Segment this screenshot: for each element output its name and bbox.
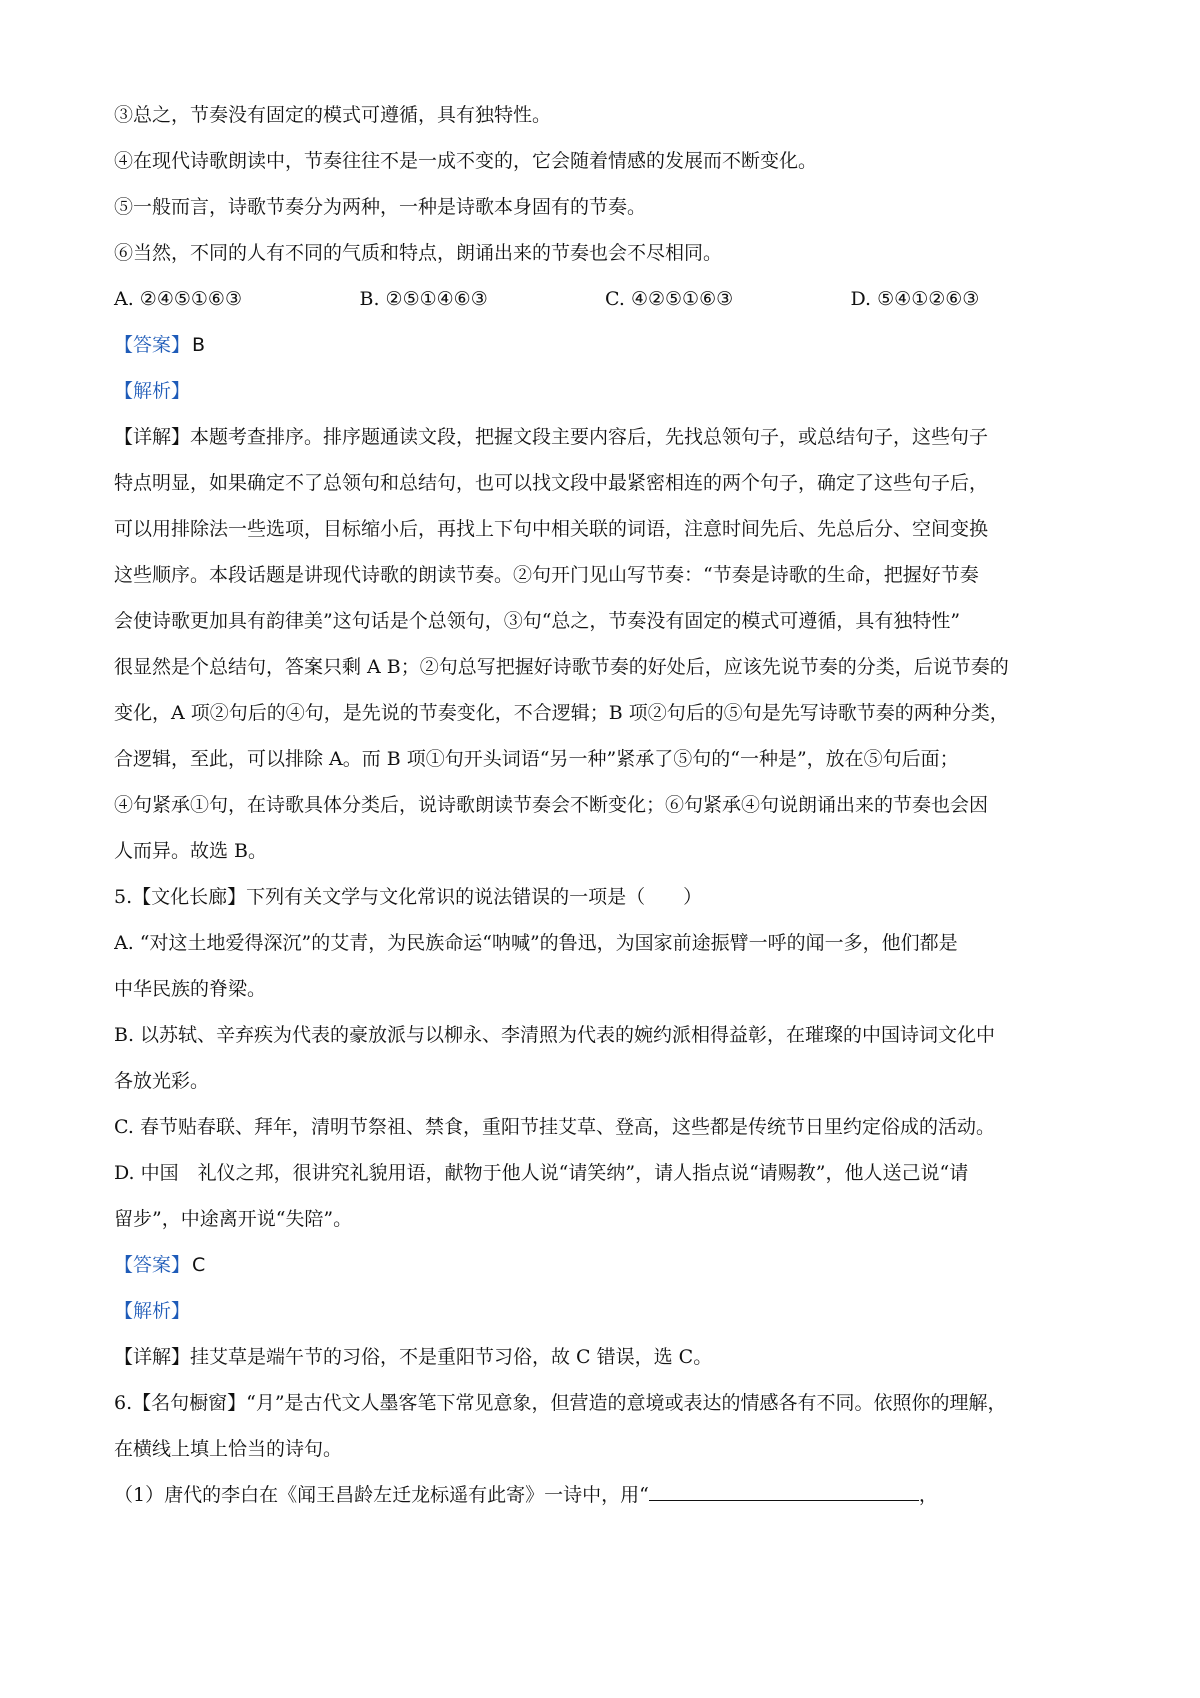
q4-detail-line: 这些顺序。本段话题是讲现代诗歌的朗读节奏。②句开门见山写节奏：“节奏是诗歌的生命，把握好节奏: [114, 564, 979, 586]
q4-option-b: B. ②⑤①④⑥③: [359, 288, 488, 310]
q5-option-line: C. 春节贴春联、拜年，清明节祭祖、禁食，重阳节挂艾草、登高，这些都是传统节日里约定俗成的活动。: [114, 1116, 995, 1138]
q5-option-line: B. 以苏轼、辛弃疾为代表的豪放派与以柳永、李清照为代表的婉约派相得益彰，在璀璨的中国诗词文化中: [114, 1024, 996, 1046]
q4-sentence-4: ④在现代诗歌朗读中，节奏往往不是一成不变的，它会随着情感的发展而不断变化。: [114, 150, 818, 172]
q4-option-c: C. ④②⑤①⑥③: [605, 288, 734, 310]
q4-detail-line: 可以用排除法一些选项，目标缩小后，再找上下句中相关联的词语，注意时间先后、先总后分、空间变换: [114, 518, 989, 540]
q4-detail-line: 【详解】本题考查排序。排序题通读文段，把握文段主要内容后，先找总领句子，或总结句子，这些句子: [114, 426, 989, 448]
q4-sentence-5: ⑤一般而言，诗歌节奏分为两种，一种是诗歌本身固有的节奏。: [114, 196, 647, 218]
q4-sentence-list: [114, 92, 1096, 276]
q4-answer-value: B: [192, 334, 206, 356]
q5-stem: 5.【文化长廊】下列有关文学与文化常识的说法错误的一项是（ ）: [114, 886, 703, 908]
q5-option-line: D. 中国 礼仪之邦，很讲究礼貌用语，献物于他人说“请笑纳”，请人指点说“请赐教”，他人送己说“请: [114, 1162, 969, 1184]
q5-option-line: 留步”，中途离开说“失陪”。: [114, 1208, 353, 1230]
q4-sentence-3: ③总之，节奏没有固定的模式可遵循，具有独特性。: [114, 104, 552, 126]
q4-detail-line: 人而异。故选 B。: [114, 840, 268, 862]
q4-detail-line: 变化，A 项②句后的④句，是先说的节奏变化，不合逻辑；B 项②句后的⑤句是先写诗歌节奏的两种分类，: [114, 702, 1009, 724]
q5-option-line: 各放光彩。: [114, 1070, 210, 1092]
q5-detail: 【详解】挂艾草是端午节的习俗，不是重阳节习俗，故 C 错误，选 C。: [114, 1346, 713, 1368]
q6-sub1-prefix: （1）唐代的李白在《闻王昌龄左迁龙标遥有此寄》一诗中，用“: [114, 1484, 649, 1506]
q4-detail-line: 很显然是个总结句，答案只剩 A B；②句总写把握好诗歌节奏的好处后，应该先说节奏的分类，后说节奏的: [114, 656, 1009, 678]
q5-answer: [114, 1242, 1096, 1288]
q4-detail-line: 合逻辑，至此，可以排除 A。而 B 项①句开头词语“另一种”紧承了⑤句的“一种是”，放在⑤句后面；: [114, 748, 959, 770]
q5-answer-label: 【答案】: [114, 1254, 191, 1276]
q6-sub1-blank[interactable]: [649, 1472, 919, 1501]
q4-detail: [114, 414, 1096, 874]
q6-stem-line: 6.【名句橱窗】“月”是古代文人墨客笔下常见意象，但营造的意境或表达的情感各有不同。依照你的理解，: [114, 1392, 1007, 1414]
q4-options: [114, 276, 1096, 322]
q6-stem-line: 在横线上填上恰当的诗句。: [114, 1438, 343, 1460]
q4-detail-line: 特点明显，如果确定不了总领句和总结句，也可以找文段中最紧密相连的两个句子，确定了这些句子后，: [114, 472, 989, 494]
q4-sentence-6: ⑥当然，不同的人有不同的气质和特点，朗诵出来的节奏也会不尽相同。: [114, 242, 723, 264]
q5-answer-value: C: [192, 1254, 206, 1276]
q4-detail-line: 会使诗歌更加具有韵律美”这句话是个总领句，③句“总之，节奏没有固定的模式可遵循，具有独特性”: [114, 610, 961, 632]
q6-sub1: [114, 1472, 1096, 1518]
q4-option-d: D. ⑤④①②⑥③: [850, 288, 980, 310]
q6-sub1-suffix: ，: [918, 1484, 938, 1506]
q5-analysis-label: 【解析】: [114, 1300, 191, 1322]
q4-analysis-label: 【解析】: [114, 380, 191, 402]
q5-option-line: A. “对这土地爱得深沉”的艾青，为民族命运“呐喊”的鲁迅，为国家前途振臂一呼的闻一多，他们都是: [114, 932, 958, 954]
q5-options: [114, 920, 1096, 1242]
q4-option-a: A. ②④⑤①⑥③: [114, 288, 242, 310]
q4-answer-label: 【答案】: [114, 334, 191, 356]
q5-option-line: 中华民族的脊梁。: [114, 978, 267, 1000]
q4-detail-line: ④句紧承①句，在诗歌具体分类后，说诗歌朗读节奏会不断变化；⑥句紧承④句说朗诵出来的节奏也会因: [114, 794, 989, 816]
q4-answer: [114, 322, 1096, 368]
